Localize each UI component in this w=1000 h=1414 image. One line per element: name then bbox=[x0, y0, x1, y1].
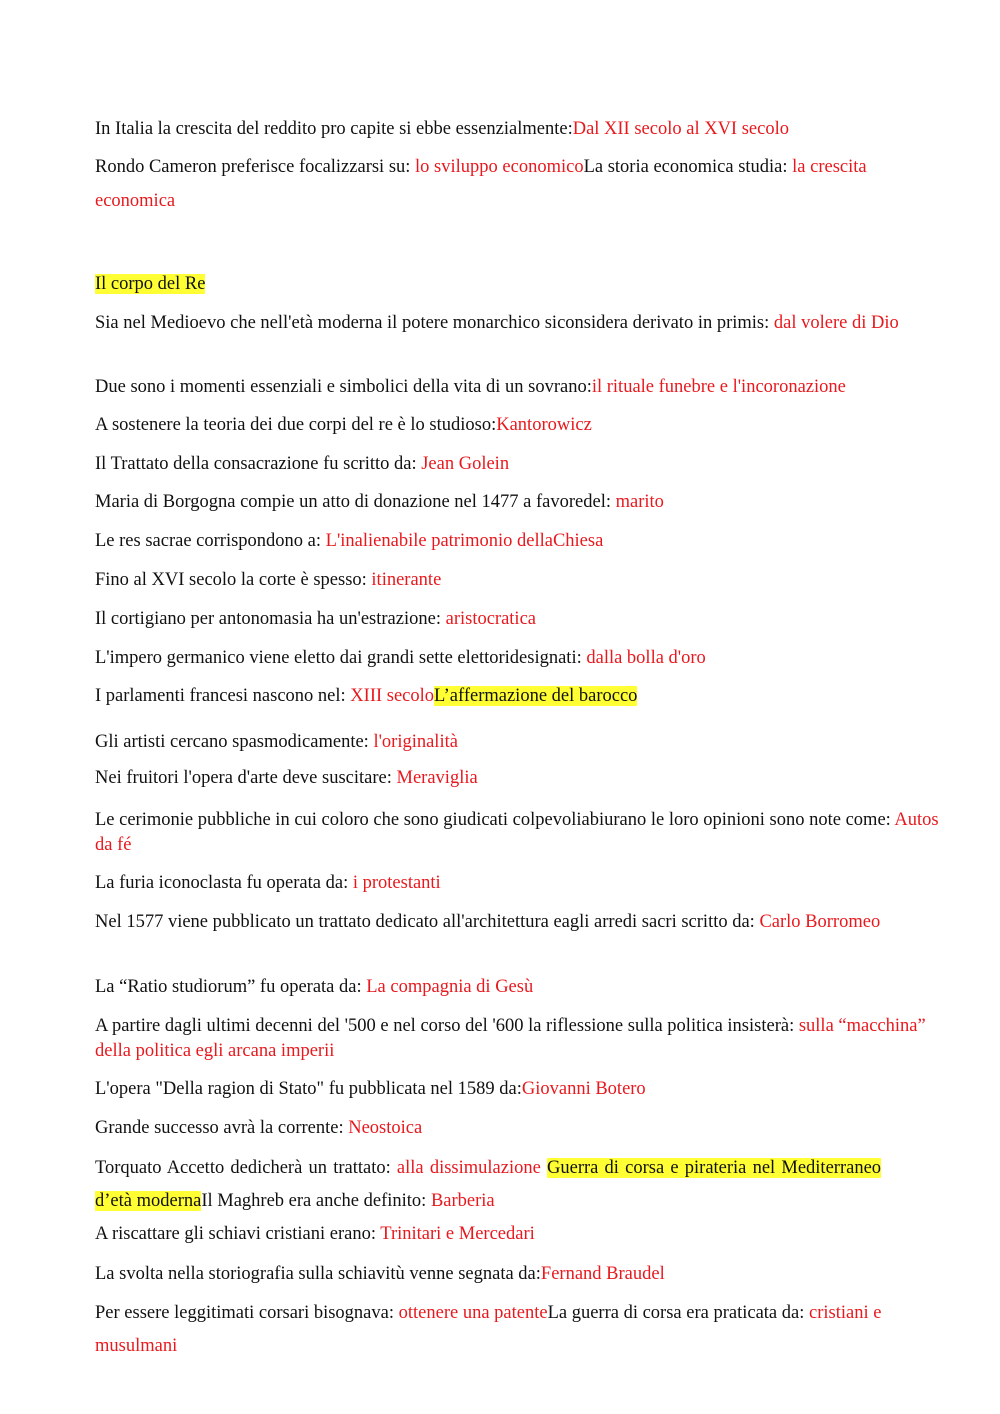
question-text: La guerra di corsa era praticata da: bbox=[547, 1303, 809, 1323]
question-line bbox=[95, 646, 940, 671]
answer-text: marito bbox=[615, 492, 664, 512]
answer-text: ottenere una patente bbox=[398, 1303, 548, 1323]
answer-text: Neostoica bbox=[348, 1118, 423, 1138]
answer-text: dal volere di Dio bbox=[773, 313, 899, 333]
question-text: In Italia la crescita del reddito pro capite si ebbe essenzialmente: bbox=[95, 119, 573, 139]
answer-text: aristocratica bbox=[445, 609, 536, 629]
question-line bbox=[95, 529, 940, 554]
question-text: A partire dagli ultimi decenni del '500 e nel corso del '600 la riflessione sulla politica insisterà: bbox=[95, 1016, 799, 1036]
question-text: Le res sacrae corrispondono a: bbox=[95, 531, 326, 551]
highlighted-heading: Il corpo del Re bbox=[95, 274, 206, 294]
question-text: Maria di Borgogna compie un atto di donazione nel 1477 a favoredel: bbox=[95, 492, 616, 512]
question-text: La svolta nella storiografia sulla schiavitù venne segnata da: bbox=[95, 1264, 541, 1284]
question-line bbox=[95, 1297, 895, 1363]
question-text: Il Maghreb era anche definito: bbox=[201, 1191, 431, 1211]
question-text: Gli artisti cercano spasmodicamente: bbox=[95, 732, 374, 752]
question-text: L'opera "Della ragion di Stato" fu pubblicata nel 1589 da: bbox=[95, 1079, 522, 1099]
question-line bbox=[95, 375, 940, 400]
answer-text: Trinitari e Mercedari bbox=[380, 1224, 535, 1244]
question-line bbox=[95, 766, 940, 791]
question-line bbox=[95, 684, 940, 709]
question-line bbox=[95, 910, 940, 935]
question-text: Nel 1577 viene pubblicato un trattato dedicato all'architettura eagli arredi sacri scritto da: bbox=[95, 912, 760, 932]
question-line bbox=[95, 730, 940, 755]
question-line bbox=[95, 975, 940, 1000]
question-text: Le cerimonie pubbliche in cui coloro che sono giudicati colpevoliabiurano le loro opinioni sono note come: bbox=[95, 810, 895, 830]
answer-text: La compagnia di Gesù bbox=[366, 977, 534, 997]
answer-text: i protestanti bbox=[352, 873, 441, 893]
question-line bbox=[95, 871, 940, 896]
answer-text: L'inalienabile patrimonio dellaChiesa bbox=[325, 531, 604, 551]
question-text: A riscattare gli schiavi cristiani erano: bbox=[95, 1224, 381, 1244]
answer-text: Jean Golein bbox=[421, 454, 510, 474]
question-text: L'impero germanico viene eletto dai grandi sette elettoridesignati: bbox=[95, 648, 587, 668]
answer-text: Carlo Borromeo bbox=[759, 912, 881, 932]
highlighted-heading: L’affermazione del barocco bbox=[434, 686, 638, 706]
question-line bbox=[95, 1222, 940, 1247]
answer-text: alla dissimulazione bbox=[396, 1158, 541, 1178]
question-line bbox=[95, 150, 940, 218]
answer-text: Kantorowicz bbox=[496, 415, 592, 435]
question-line bbox=[95, 1077, 940, 1102]
answer-text: Barberia bbox=[430, 1191, 495, 1211]
answer-text: Autos da fé bbox=[95, 810, 939, 855]
answer-text: Meraviglia bbox=[396, 768, 478, 788]
question-text: Fino al XVI secolo la corte è spesso: bbox=[95, 570, 372, 590]
answer-text: XIII secolo bbox=[350, 686, 435, 706]
question-text: Due sono i momenti essenziali e simbolici della vita di un sovrano: bbox=[95, 377, 592, 397]
question-text: Grande successo avrà la corrente: bbox=[95, 1118, 349, 1138]
question-line bbox=[95, 808, 940, 858]
question-line bbox=[95, 452, 940, 477]
question-text: Per essere leggitimati corsari bisognava: bbox=[95, 1303, 399, 1323]
question-line bbox=[95, 490, 940, 515]
question-text: La storia economica studia: bbox=[583, 157, 793, 177]
section-heading bbox=[95, 272, 940, 297]
question-line bbox=[95, 1262, 940, 1287]
question-line bbox=[95, 117, 940, 142]
answer-text: sulla “macchina” della politica egli arcana imperii bbox=[95, 1016, 926, 1061]
answer-text: il rituale funebre e l'incoronazione bbox=[591, 377, 846, 397]
question-text: La “Ratio studiorum” fu operata da: bbox=[95, 977, 367, 997]
question-text: La furia iconoclasta fu operata da: bbox=[95, 873, 353, 893]
question-text: Il cortigiano per antonomasia ha un'estrazione: bbox=[95, 609, 446, 629]
question-text: A sostenere la teoria dei due corpi del re è lo studioso: bbox=[95, 415, 497, 435]
question-line bbox=[95, 1152, 881, 1218]
question-line bbox=[95, 311, 940, 336]
question-text: Sia nel Medioevo che nell'età moderna il potere monarchico siconsidera derivato in primis: bbox=[95, 313, 774, 333]
answer-text: lo sviluppo economico bbox=[415, 157, 584, 177]
question-line bbox=[95, 413, 940, 438]
question-text: I parlamenti francesi nascono nel: bbox=[95, 686, 351, 706]
question-line bbox=[95, 1014, 940, 1064]
question-text: Nei fruitori l'opera d'arte deve suscitare: bbox=[95, 768, 397, 788]
highlighted-heading: Guerra di corsa e pirateria nel Mediterraneo d’età moderna bbox=[95, 1158, 882, 1211]
answer-text: dalla bolla d'oro bbox=[586, 648, 706, 668]
question-text: Il Trattato della consacrazione fu scritto da: bbox=[95, 454, 422, 474]
question-text: Rondo Cameron preferisce focalizzarsi su: bbox=[95, 157, 416, 177]
answer-text: Dal XII secolo al XVI secolo bbox=[572, 119, 789, 139]
answer-text: la crescita economica bbox=[95, 157, 867, 211]
question-line bbox=[95, 1116, 940, 1141]
question-text: Torquato Accetto dedicherà un trattato: bbox=[95, 1158, 397, 1178]
answer-text: Giovanni Botero bbox=[521, 1079, 646, 1099]
answer-text: cristiani e musulmani bbox=[95, 1303, 882, 1356]
answer-text: Fernand Braudel bbox=[540, 1264, 665, 1284]
question-line bbox=[95, 607, 940, 632]
answer-text: itinerante bbox=[371, 570, 442, 590]
answer-text: l'originalità bbox=[373, 732, 458, 752]
question-line bbox=[95, 568, 940, 593]
